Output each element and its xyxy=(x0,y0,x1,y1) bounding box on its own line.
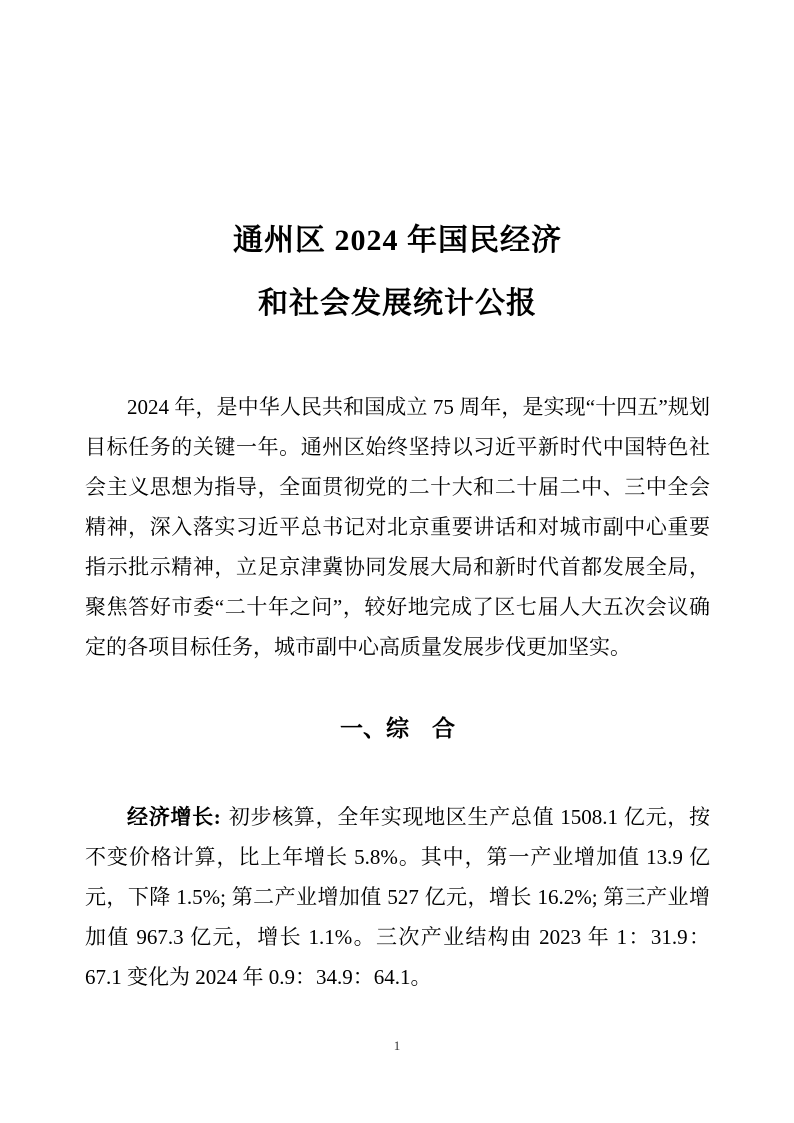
economic-growth-paragraph xyxy=(85,797,710,997)
title-line-1: 通州区 2024 年国民经济 xyxy=(233,224,562,257)
section-heading-comprehensive: 一、综 合 xyxy=(340,716,455,741)
economic-growth-text: 初步核算，全年实现地区生产总值 1508.1 亿元，按不变价格计算，比上年增长 5.8%。其中，第一产业增加值 13.9 亿元，下降 1.5%; 第二产业增加值 527 亿元，增长 16.2%; 第三产业增加值 967.3 亿元，增长 1.1%。三次产业结构由 2023 年 1：31.9：67.1 变化为 2024 年 0.9：34.9：64.1。 xyxy=(85,805,710,989)
title-line-2: 和社会发展统计公报 xyxy=(258,287,537,320)
document-title xyxy=(85,209,710,335)
economic-growth-label: 经济增长: xyxy=(127,805,221,829)
page-number: 1 xyxy=(393,1038,401,1053)
intro-paragraph: 2024 年，是中华人民共和国成立 75 周年，是实现“十四五”规划目标任务的关键一年。通州区始终坚持以习近平新时代中国特色社会主义思想为指导，全面贯彻党的二十大和二十届二中、三中全会精神，深入落实习近平总书记对北京重要讲话和对城市副中心重要指示批示精神，立足京津冀协同发展大局和新时代首都发展全局，聚焦答好市委“二十年之问”，较好地完成了区七届人大五次会议确定的各项目标任务，城市副中心高质量发展步伐更加坚实。 xyxy=(85,395,710,659)
